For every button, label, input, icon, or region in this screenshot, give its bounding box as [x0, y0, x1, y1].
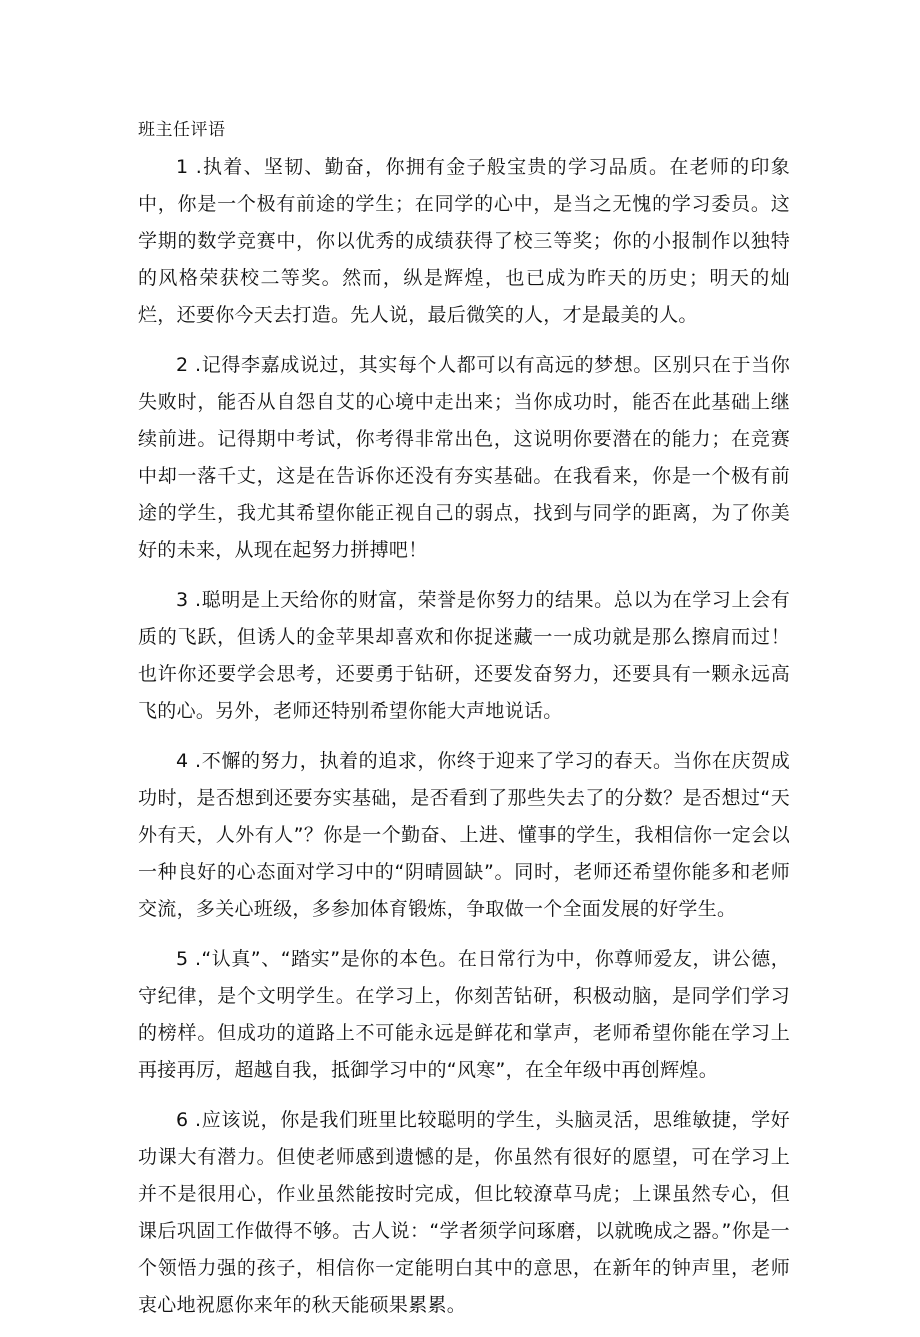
comment-paragraph-1: 1 .执着、坚韧、勤奋，你拥有金子般宝贵的学习品质。在老师的印象中，你是一个极有前途的学生；在同学的心中，是当之无愧的学习委员。这学期的数学竞赛中，你以优秀的成绩获得了校三等奖；你的小报制作以独特的风格荣获校二等奖。然而，纵是辉煌，也已成为昨天的历史；明天的灿烂，还要你今天去打造。先人说，最后微笑的人，才是最美的人。: [138, 156, 790, 326]
comment-paragraph-4: 4 .不懈的努力，执着的追求，你终于迎来了学习的春天。当你在庆贺成功时，是否想到还要夯实基础，是否看到了那些失去了的分数？是否想过“天外有天，人外有人”？你是一个勤奋、上进、懂事的学生，我相信你一定会以一种良好的心态面对学习中的“阴晴圆缺”。同时，老师还希望你能多和老师交流，多关心班级，多参加体育锻炼，争取做一个全面发展的好学生。: [138, 750, 790, 920]
comment-paragraph-2: 2 .记得李嘉成说过，其实每个人都可以有高远的梦想。区别只在于当你失败时，能否从自怨自艾的心境中走出来；当你成功时，能否在此基础上继续前进。记得期中考试，你考得非常出色，这说明你要潜在的能力；在竞赛中却一落千丈，这是在告诉你还没有夯实基础。在我看来，你是一个极有前途的学生，我尤其希望你能正视自己的弱点，找到与同学的距离，为了你美好的未来，从现在起努力拼搏吧！: [138, 354, 790, 561]
document-body: [138, 149, 790, 1337]
comment-paragraph-3: 3 .聪明是上天给你的财富，荣誉是你努力的结果。总以为在学习上会有质的飞跃，但诱人的金苹果却喜欢和你捉迷藏一一成功就是那么擦肩而过！也许你还要学会思考，还要勇于钻研，还要发奋努力，还要具有一颗永远高飞的心。另外，老师还特别希望你能大声地说话。: [138, 589, 790, 722]
document-title: 班主任评语: [138, 120, 226, 140]
comment-paragraph-5: 5 .“认真”、“踏实”是你的本色。在日常行为中，你尊师爱友，讲公德，守纪律，是个文明学生。在学习上，你刻苦钻研，积极动脑，是同学们学习的榜样。但成功的道路上不可能永远是鲜花和掌声，老师希望你能在学习上再接再厉，超越自我，抵御学习中的“风寒”，在全年级中再创辉煌。: [138, 948, 790, 1081]
comment-paragraph-6: 6 .应该说，你是我们班里比较聪明的学生，头脑灵活，思维敏捷，学好功课大有潜力。但使老师感到遗憾的是，你虽然有很好的愿望，可在学习上并不是很用心，作业虽然能按时完成，但比较潦草马虎；上课虽然专心，但课后巩固工作做得不够。古人说：“学者须学问琢磨，以就晚成之器。”你是一个领悟力强的孩子，相信你一定能明白其中的意思，在新年的钟声里，老师衷心地祝愿你来年的秋天能硕果累累。: [138, 1109, 790, 1316]
